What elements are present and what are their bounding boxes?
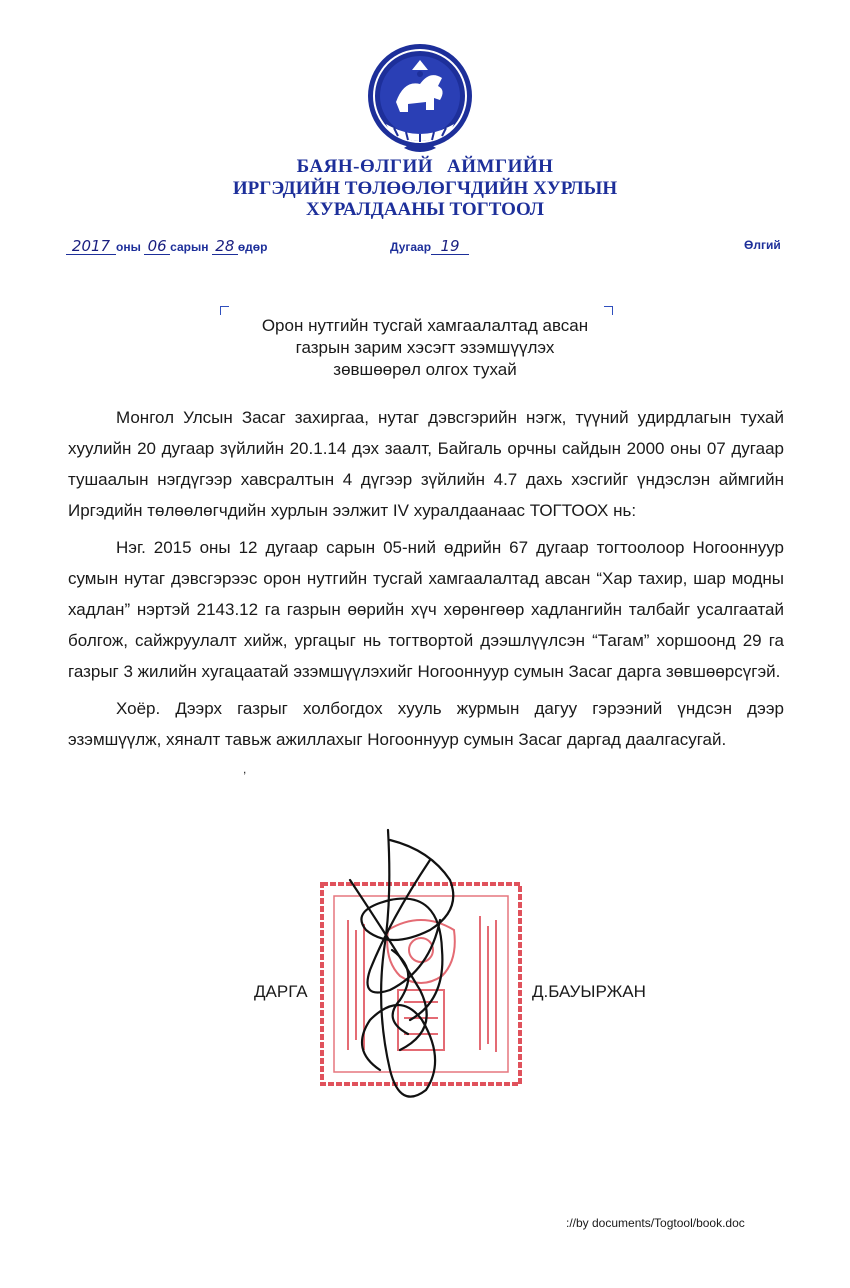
document-number	[390, 238, 469, 255]
subject-bracket-left	[220, 306, 229, 315]
org-province-suffix: АЙМГИЙН	[447, 156, 554, 177]
ink-speck: ,	[243, 762, 247, 776]
document-place: Өлгий	[744, 238, 781, 252]
signature-icon	[330, 820, 480, 1110]
state-emblem-icon	[364, 40, 476, 158]
document-type-title: ХУРАЛДААНЫ ТОГТООЛ	[306, 199, 544, 220]
org-name-line1	[0, 156, 850, 178]
resolution-body	[68, 402, 784, 761]
subject-bracket-right	[604, 306, 613, 315]
signatory-name: Д.БАУЫРЖАН	[532, 982, 646, 1001]
date-day: 28	[212, 238, 238, 255]
org-name-line2: ИРГЭДИЙН ТӨЛӨӨЛӨГЧДИЙН ХУРЛЫН	[232, 178, 618, 199]
org-province: БАЯН-ӨЛГИЙ	[296, 156, 434, 177]
body-paragraph-preamble: Монгол Улсын Засаг захиргаа, нутаг дэвсгэрийн нэгж, түүний удирдлагын тухай хуулийн 20 дугаар зүйлийн 20.1.14 дэх заалт, Байгаль орчны сайдын 2000 оны 07 дугаар тушаалын нэгдүгээр хавсралтын 4 дүгээр зүйлийн 4.7 дахь хэсгийг үндэслэн аймгийн Иргэдийн төлөөлөгчдийн хурлын ээлжит IV хуралдаанаас ТОГТООХ нь:	[68, 408, 784, 520]
subject-line3: зөвшөөрөл олгох тухай	[333, 360, 517, 379]
file-path-footer: ://by documents/Togtool/book.doc	[566, 1216, 745, 1230]
number-value: 19	[431, 238, 469, 255]
body-paragraph-first: Нэг. 2015 оны 12 дугаар сарын 05-ний өдрийн 67 дугаар тогтоолоор Ногооннуур сумын нутаг дэвсгэрээс орон нутгийн тусгай хамгаалалтад авсан “Хар тахир, шар модны хадлан” нэртэй 2143.12 га газрын өөрийн хүч хөрөнгөөр хадлангийн талбайг усалгаатай болгож, сайжруулалт хийж, ургацыг нь тогтвортой дээшлүүлсэн “Тагам” хоршоонд 29 га газрыг 3 жилийн хугацаатай эзэмшүүлэхийг Ногооннуур сумын Засаг дарга зөвшөөрсүгэй.	[68, 538, 784, 681]
subject-line2: газрын зарим хэсэгт эзэмшүүлэх	[295, 338, 555, 357]
body-paragraph-second: Хоёр. Дээрх газрыг холбогдох хууль журмын дагуу гэрээний үндсэн дээр эзэмшүүлж, хяналт тавьж ажиллахыг Ногооннуур сумын Засаг даргад даалгасугай.	[68, 699, 784, 749]
date-month-suffix: сарын	[170, 240, 209, 254]
signatory-title: ДАРГА	[254, 982, 308, 1001]
date-day-suffix: өдөр	[237, 240, 268, 254]
date-year-suffix: оны	[116, 240, 141, 254]
number-label: Дугаар	[390, 240, 432, 254]
date-year: 2017	[66, 238, 116, 255]
date-month: 06	[144, 238, 170, 255]
date-line	[66, 238, 267, 255]
subject-line1: Орон нутгийн тусгай хамгаалалтад авсан	[261, 316, 589, 335]
